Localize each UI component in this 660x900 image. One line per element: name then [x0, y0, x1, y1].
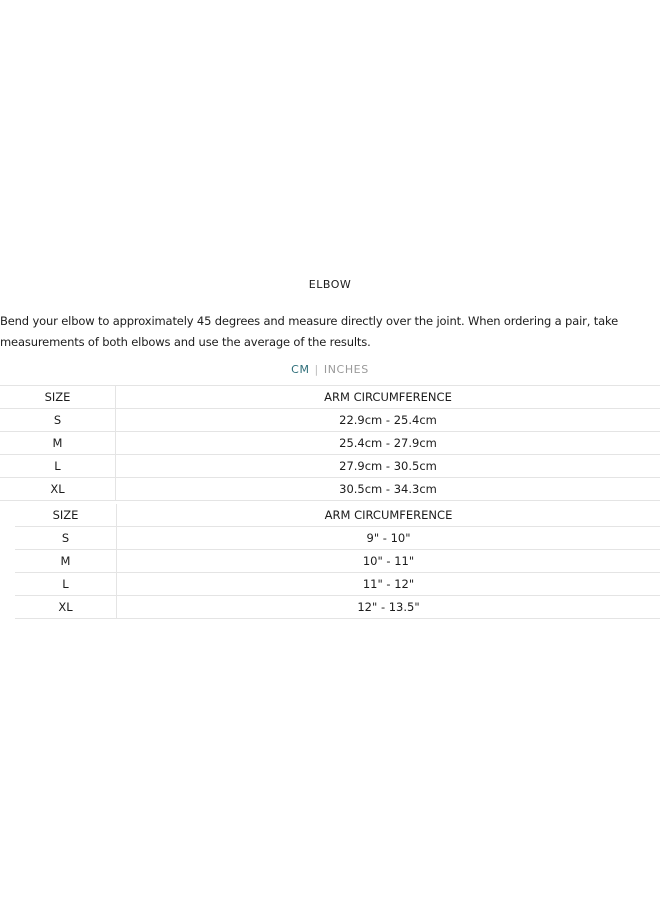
size-cell: M — [15, 550, 117, 573]
circumference-cell: 9" - 10" — [117, 527, 660, 550]
circumference-cell: 12" - 13.5" — [117, 596, 660, 619]
table-row — [15, 550, 660, 573]
circumference-cell: 10" - 11" — [117, 550, 660, 573]
size-cell: L — [0, 455, 116, 478]
unit-toggle-inches[interactable]: INCHES — [323, 363, 369, 376]
size-table-cm — [0, 385, 660, 501]
table-row — [15, 596, 660, 619]
header-size: SIZE — [0, 386, 116, 409]
table-row — [0, 432, 660, 455]
size-cell: S — [15, 527, 117, 550]
unit-toggle-cm[interactable]: CM — [291, 363, 310, 376]
circumference-cell: 11" - 12" — [117, 573, 660, 596]
table-header-row — [15, 504, 660, 527]
table-row — [0, 455, 660, 478]
size-cell: S — [0, 409, 116, 432]
circumference-cell: 27.9cm - 30.5cm — [116, 455, 660, 478]
table-header-row — [0, 386, 660, 409]
size-cell: L — [15, 573, 117, 596]
size-table-inches — [15, 504, 660, 619]
header-arm-circumference: ARM CIRCUMFERENCE — [117, 504, 660, 527]
size-cell: M — [0, 432, 116, 455]
circumference-cell: 30.5cm - 34.3cm — [116, 478, 660, 501]
size-cell: XL — [15, 596, 117, 619]
page-title: ELBOW — [308, 278, 352, 291]
measuring-instructions: Bend your elbow to approximately 45 degrees and measure directly over the joint. When ordering a pair, take measurements of both elbows and use the average of the results. — [0, 314, 619, 349]
circumference-cell: 25.4cm - 27.9cm — [116, 432, 660, 455]
unit-toggle-separator: | — [314, 363, 319, 376]
unit-toggle — [0, 363, 660, 376]
table-row — [0, 478, 660, 501]
header-arm-circumference: ARM CIRCUMFERENCE — [116, 386, 660, 409]
circumference-cell: 22.9cm - 25.4cm — [116, 409, 660, 432]
table-row — [0, 409, 660, 432]
size-cell: XL — [0, 478, 116, 501]
header-size: SIZE — [15, 504, 117, 527]
table-row — [15, 573, 660, 596]
table-row — [15, 527, 660, 550]
